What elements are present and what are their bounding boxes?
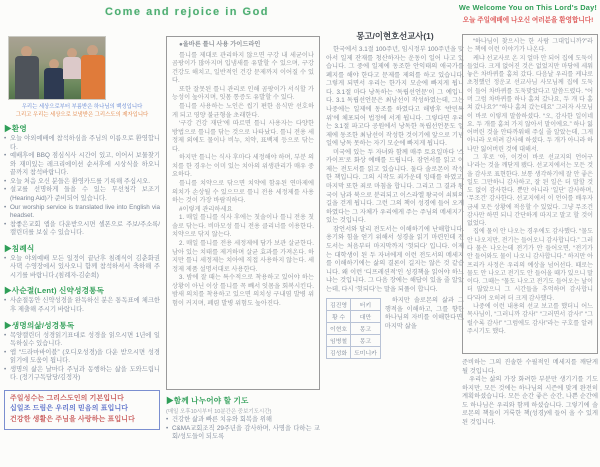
article-paragraph: ‘구강 건강 재단’에 따르면 틀니 사용자는 다양한 방법으로 틀니를 닦는 것으로 나타났다. 틀니 전용 세정제 외에도 물이나 비누, 치약, 표백제 등으로 닦는다. [172, 120, 314, 153]
section-welcome [4, 123, 160, 238]
list-item: • C&MA교회조직 29주년을 감사하며, 사명을 다하는 교회/성도들이 되도록 [166, 425, 320, 442]
prayer-list [166, 416, 320, 442]
list-item: • 건강한 삶과 빠른 치유와 회복을 위해 [166, 416, 320, 425]
health-article-title: ●올바른 틀니 사용 가이드라인 [179, 41, 261, 48]
list-item: • 참좋은교회 앱을 다운받으시면 셀폰으로 주보/주소록/캘린더를 보실 수 있습니다. [4, 221, 160, 238]
missionary-field: 대만 [351, 311, 381, 323]
photo-caption-line1: 우리는 세상으로부터 부름받은 하나님의 백성입니다 [21, 104, 143, 110]
article-paragraph: 1. 매일 틀니를 식사 후에는 칫솔이나 틀니 전용 칫솔로 닦는다. 비마모성 틀니 전용 클리너를 이용한다. 치약으로 닦지 않는다. [172, 214, 314, 239]
missionary-field: 몽고 [351, 335, 381, 347]
section-bible-reading [4, 320, 160, 383]
essay-paragraph: 한국에서 3.1절 100주년, 임시정부 100주년을 맞아서 일제 잔재를 청산하자는 운동이 일어 나고 있습니다. 그 중에 일제에 동조한 안익태의 애국가를 폐지를 해야 한다고 문제를 제의를 하고 있습니다. 그렇게 되면서 우리는 한가지 모순에 빠지게 됩니다. 3.1절 마다 낭독하는 ‘독립선언문’이 그 예입니다. 3.1 독립선언문은 최남선이 작성하였는데, 그는 나중에는 일제에 동조를 하였다고 해방후 ‘반민특위’에 체포되어 법정에 서게 됩니다. 그렇다면 우리는 3.1절 파고다 공원에서 낭독한 독립선언문도 일제에 동조한 최남선이 작성한 것이기에 앞으로 기념일에 낭독 못하는 자기 모순에 빠지게 됩니다. [326, 46, 464, 148]
article-paragraph: #이렇게 관리하세요 [179, 205, 233, 213]
article-paragraph: 틀니를 제대로 관리하지 않으면 구강 내 세균이나 곰팡이가 많아지며 입냄새를 유발할 수 있으며, 구강 건강도 해치고, 일반적인 건강 문제까지 이어질 수 있다. [172, 51, 314, 85]
table-row [327, 335, 381, 347]
welcome-line-ko: 오늘 주일예배에 나오신 여러분을 환영합니다! [462, 17, 594, 24]
section-list [4, 332, 160, 383]
photo-caption-line2: 그리고 우리는 세상으로 보냄받은 그리스도의 제자입니다 [15, 112, 149, 118]
story-box [462, 34, 598, 354]
list-item: • Our worship service is translated live into English via headset. [4, 204, 160, 221]
table-row [327, 311, 381, 323]
table-row [327, 323, 381, 335]
missionary-field: 터키 [351, 299, 381, 311]
essay-closing [462, 359, 598, 428]
story-paragraph: 나중에 이런 내용의 선교 보고를 했더니 어느 목사님이, “그러니까 감사!” “그러면서 감사!” “그럴수록 감사!” “그럼에도 감사!”라는 구호를 알려 주시기도 했다. [467, 303, 593, 335]
essay-paragraph: 하지만 솔로몬의 삶과 그 행적을 이해하고, 그를 향한 하나님의 자비를 이해한다면, 마지막 삶을 [384, 297, 464, 330]
column-announcements [4, 36, 160, 430]
section-heading: ▶침례식 [4, 243, 35, 253]
table-row [327, 299, 381, 311]
article-paragraph: 틀니를 사용하는 노인은 씹기 편한 음식만 선호하게 되고 영양 불균형을 초래한다. [172, 102, 314, 119]
column-story [462, 32, 598, 428]
article-paragraph: 틀니를 치약으로 닦으면 치약에 함유된 연마제에 의치가 손상될 수 있으므로 틀니 전용 세정제를 사용하는 것이 가장 바람직하다. [172, 180, 314, 205]
column-missionary-essay [326, 30, 464, 359]
article-paragraph: 하지만 틀니는 식사 후마다 세정해야 하며, 부분 의치를 한 경우는 이미 있는 치아의 위생관리가 매우 중요하다. [172, 154, 314, 179]
list-item: • 생명의 삶은 날마다 주님과 동행하는 삶을 도와드립니다. (정기구독담당/김정자) [4, 366, 160, 383]
article-paragraph: 3. 밤에 잘 때는 특수적으로 착용하고 있어야 하는 상황이 아닌 이상 틀니를 꼭 빼서 잇몸을 회복시킨다. 밤새 의치를 착용하고 있으면 의치성 구내염 발병 위험이 커지며, 폐렴 발병 위험도 높아진다. [172, 274, 314, 307]
section-list [4, 297, 160, 314]
table-row [327, 347, 381, 359]
essay-paragraph: 준비하는 그의 진솔한 수필적인 메세지를 깨닫게 될 것입니다. [462, 359, 598, 375]
section-heading: ▶사순절(Lent) 신약성경통독 [4, 286, 105, 296]
essay-paragraph: 잠언서와 달리 전도서는 이해하기에 난해합니다. 용기와 힘을 얻기 위해서 성경을 읽기 마련인데 전도서는 처음부터 마지막까지 ‘헛되다’ 입니다. 이제는 대학생이 된 두 자녀에게 이런 전도서의 메세지를 이해하기에는 삶의 결론이 길지는 않은 것 같습니다. 왜 이런 ‘디프레션적’인 성경책을 읽어야 하느냐는 것입니다. 그 다음 장에는 해답이 있을 줄 알았는데, 다시 ‘헛되다’는 말을 되풀이 합니다. [326, 225, 464, 293]
missionary-field: 도미니카 [351, 347, 381, 359]
section-lent [4, 285, 160, 314]
story-paragraph: 집에 물이 안 나오는 경우에도 감사했다. “물도 안 나오지만, 전기는 들어오니 감사합니다.” 그러다 물은 나오는데 전기가 안 들어오면, “전기가 안 들어와도 물이 나오니 감사합니다.” 하지만 아프리카 사정은 우리의 예상을 넘어선다. 때로는 물도 안 나오고 전기도 안 들어올 때가 있으니 말이다. 그때는 “물도 나오고 전기도 들어오는 날이 더 많았으니 그 시간들을 추억하며 감사합니다”라며 오히려 더 크게 감사했다. [467, 228, 593, 302]
article-paragraph: 2. 매일 틀니를 전용 세정제에 담가 보관 살균한다. 남아 있는 치태를 제거하며 살균 효과를 가져온다. 하지만 틀니 세정제는 치아에 직접 사용하지 않는다. 세정제 제품 설명서대로 사용한다. [172, 239, 314, 273]
essay-paragraph: 미국에 있는 두 자녀와 함께 매주 토요일마다 ‘스카이프’로 화상 예배를 드립니다. 잠언서를 읽고 이제는 전도서를 읽고 있습니다. 둘다 솔로몬이 작성한 책입니다. 그의 시작도 죄가운데 잉태를 하였고, 마지막 또한 죄로 마침을 합니다. 그리고 그 결과 왕국이 남과 북으로 분리되고 이스라엘 왕국이 쇠퇴의 길을 걷게 됩니다. 그런 그의 책이 성경에 들어 오게 하였다는 그 자체가 우리에게 주는 주님의 메세지가 있는 것입니다. [326, 148, 464, 225]
missionary-name: 임병철 [327, 335, 351, 347]
slogan-box [4, 390, 160, 430]
slogan-line: 건강한 생활은 주님을 사랑하는 표입니다 [10, 415, 136, 423]
welcome-block [458, 3, 598, 24]
story-paragraph: 그 후로 ‘아, 이것이 바로 선교지의 언어구나’라는 것을 깨닫게 됐다. 선교지에서는 모든 것을 감사로 표현한다. 보통 생각하기에 잘 안 좋은 일도 그만하니 감사하고, 잘 된 일은 더 말할 것도 없이 감사한다. 뿐만 아니라 ‘일단’ 감사하며, ‘무조건’ 감사한다. 선교지에서 이 언어를 배우자 금세 모든 상황에 적응할 수 있었다. 그냥 무조건 감사만 하면 되니 간단하게 따지고 말고 할 것이 없었다. [467, 153, 593, 228]
list-item: • 앱 “드라마바이블” (오디오성경)을 다운 받으시면 성경읽기에 도움이 됩니다. [4, 349, 160, 366]
slogan-line: 십일조 드림은 우리의 믿음의 표입니다 [10, 405, 129, 413]
missionary-table-row [326, 297, 464, 359]
prayer-note: (매일 오후10시부터 10분간은 중보기도시간) [166, 409, 272, 415]
list-item: • 사순절동안 신약성경을 완독하신 분은 통독표에 체크한 후 제출해 주시기 바랍니다. [4, 297, 160, 314]
list-item: • 오늘 야외예배에 참석하심을 주님의 이름으로 환영합니다. [4, 135, 160, 152]
article-paragraph: 또한 잘못된 틀니 관리로 인해 곰팡이가 서식할 가능성이 높아지며, 잇몸 통증도 유발할 수 있다. [172, 85, 314, 102]
story-paragraph: 케냐 선교사로 온 지 얼마 안 되어 집에 도둑이 들었다. 크게 없어진 것은 없었지만 마당에 세워 놓은 차바퀴를 훔쳐 갔다. 다음날 우리를 케냐로 초청했던 정운교 선교사님 사모님께 집에 도둑이 들어 차바퀴를 도둑맞았다고 말씀드렸다. “어머 그럼 차바퀴를 하나 훔쳐 갔나요, 두 개 다 훔쳐 갔나요?” “하나 훔쳐 갔는데요” 그러자 사모님이 바로 이렇게 말씀하셨다. “오, 감사한 일이네요. 두 개를 훔쳐 가지 않아서 말이에요.” 하나 잃어버린 것을 안타까워해 주실 줄 알았는데, 그게 아니라 오히려 감사해 하셨다. 두 개가 아니라 하나만 잃어버린 것에 대해서. [467, 54, 593, 153]
page-title: Come and rejoice in God [104, 6, 270, 18]
missionary-name: 김성화 [327, 347, 351, 359]
section-heading: ▶환영 [4, 124, 27, 133]
prayer-heading: ▶함께 나누어야 할 기도 [166, 396, 249, 405]
column-health-article [166, 36, 320, 442]
missionary-field: 몽고 [351, 323, 381, 335]
essay-title: 몽고/이현호선교사(1) [356, 31, 434, 41]
missionary-table [326, 298, 381, 359]
list-item: • 설교를 선명하게 들을 수 있는 무선청각 보조기(Hearing Aid)가 준비되어 있습니다. [4, 186, 160, 203]
missionary-name: 이현호 [327, 323, 351, 335]
list-item: • 목양캘린더 성경읽기표대로 성경을 읽으시면 1년에 일독하실수 있습니다. [4, 332, 160, 349]
health-article-box [166, 36, 320, 390]
story-paragraph: “하나님이 찾으시는 한 사람 그대입니까?”라는 책에 이런 이야기가 나온다. [467, 38, 593, 54]
slogan-line: 주일성수는 그리스도인의 기본입니다 [10, 394, 124, 402]
section-baptism [4, 243, 160, 281]
welcome-line-en: We Welcome You on This Lord's Day! [458, 3, 598, 12]
group-photo [8, 36, 106, 100]
prayer-section [166, 395, 320, 442]
missionary-name: 황 수 [327, 311, 351, 323]
missionary-name: 김진영 [327, 299, 351, 311]
section-list [4, 255, 160, 281]
section-heading: ▶생명의삶/성경통독 [4, 320, 75, 330]
essay-paragraph: 우리는 삶의 가장 화려한 부분만 생기기를 기도하지만, 모든 것에는 하나님의 시즌에 맞게 완전히 계획하셨습니다. 모든 순간 좋은 순간, 나쁜 순간에도 하나님은 우리와 함께 하셨습니다. 그렇기에 솔로몬의 책들이 거룩한 책(성경)에 들어 올 수 있게 된 것입니다. [462, 376, 598, 426]
list-item: • 오늘 야외예배 모든 일정이 끝난후 침례식이 김춘화권사댁 수영장에서 있사오니 함께 참석하셔서 축하해 주시기를 바랍니다.(침례자-김순희) [4, 255, 160, 281]
list-item: • 예배후에 BBQ 점심식사 시간이 있고, 이어서 보물찾기와 재미있는 레크리에이션 순서후에 시상식을 하오니 끝까지 참석바랍니다. [4, 152, 160, 178]
section-list [4, 135, 160, 238]
list-item: • 오늘 처음 오신 분들은 환영카드를 기록해 주십시오. [4, 178, 160, 187]
